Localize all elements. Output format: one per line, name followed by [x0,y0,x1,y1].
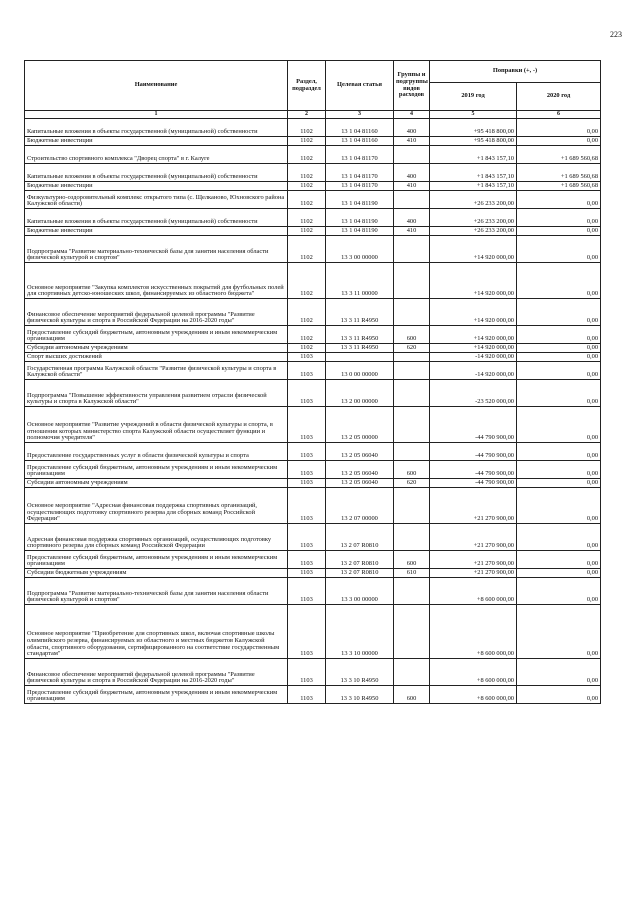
row-name: Основное мероприятие "Закупка комплектов искусственных покрытий для футбольных полей для спортивных детско-юношеских школ, финансируемых из областного бюджета" [25,263,288,299]
row-name: Государственная программа Калужской области "Развитие физической культуры и спорта в Калужской области" [25,362,288,380]
row-name: Финансовое обеспечение мероприятий федеральной целевой программы "Развитие физической культуры и спорта в Российской Федерации на 2016-2020 годы" [25,299,288,326]
row-target: 13 1 04 81190 [326,191,394,209]
row-amount-2019: -44 790 900,00 [430,443,517,461]
row-section: 1102 [288,146,326,164]
row-target: 13 1 04 81170 [326,164,394,182]
row-group: 620 [394,344,430,353]
table-row [25,551,601,569]
row-target: 13 3 10 R4950 [326,686,394,704]
column-number: 4 [394,111,430,119]
table-row [25,659,601,686]
row-target: 13 3 11 00000 [326,263,394,299]
row-name: Подпрограмма "Повышение эффективности управления развитием отрасли физической культуры и спорта в Калужской области" [25,380,288,407]
row-group [394,488,430,524]
row-name: Предоставление субсидий бюджетным, автономным учреждениям и иным некоммерческим организациям [25,686,288,704]
table-row [25,191,601,209]
row-section: 1103 [288,605,326,659]
row-name: Субсидии автономным учреждениям [25,344,288,353]
row-amount-2019: +21 270 900,00 [430,524,517,551]
table-row [25,299,601,326]
row-amount-2019: -44 790 900,00 [430,407,517,443]
row-section: 1103 [288,659,326,686]
row-section: 1103 [288,443,326,461]
row-amount-2020: +1 689 560,68 [517,146,601,164]
row-section: 1103 [288,488,326,524]
table-row [25,443,601,461]
row-amount-2019: +21 270 900,00 [430,551,517,569]
row-amount-2019: -23 520 000,00 [430,380,517,407]
row-section: 1103 [288,551,326,569]
row-target: 13 2 05 06040 [326,479,394,488]
row-amount-2019: +14 920 000,00 [430,299,517,326]
table-row [25,407,601,443]
row-name: Предоставление государственных услуг в области физической культуры и спорта [25,443,288,461]
row-amount-2020: 0,00 [517,299,601,326]
header-name: Наименование [25,61,288,111]
row-group [394,524,430,551]
row-target: 13 3 00 00000 [326,578,394,605]
row-target: 13 2 07 00000 [326,488,394,524]
row-amount-2020: 0,00 [517,263,601,299]
row-target: 13 3 00 00000 [326,236,394,263]
row-amount-2019: +14 920 000,00 [430,236,517,263]
page-number: 223 [610,30,622,39]
row-amount-2019: +1 843 157,10 [430,146,517,164]
row-amount-2019: +26 233 200,00 [430,191,517,209]
table-row [25,353,601,362]
row-section: 1102 [288,182,326,191]
column-number: 1 [25,111,288,119]
row-section: 1103 [288,407,326,443]
row-name: Основное мероприятие "Развитие учреждений в области физической культуры и спорта, в отношении которых министерство спорта Калужской области осуществляет функции и полномочия учредителя" [25,407,288,443]
row-name: Капитальные вложения в объекты государственной (муниципальной) собственности [25,164,288,182]
row-name: Бюджетные инвестиции [25,182,288,191]
row-amount-2019: +8 600 000,00 [430,578,517,605]
row-amount-2020: 0,00 [517,686,601,704]
budget-amendments-table [24,60,601,704]
row-name: Капитальные вложения в объекты государственной (муниципальной) собственности [25,209,288,227]
table-row [25,686,601,704]
row-amount-2019: +14 920 000,00 [430,263,517,299]
row-section: 1103 [288,479,326,488]
table-row [25,236,601,263]
row-amount-2020: 0,00 [517,362,601,380]
row-amount-2019: -14 920 000,00 [430,362,517,380]
row-target: 13 2 05 06040 [326,461,394,479]
row-group [394,191,430,209]
row-group [394,353,430,362]
row-amount-2020: 0,00 [517,443,601,461]
row-section: 1103 [288,578,326,605]
row-section: 1102 [288,119,326,137]
column-number: 6 [517,111,601,119]
table-row [25,137,601,146]
row-name: Финансовое обеспечение мероприятий федеральной целевой программы "Развитие физической культуры и спорта в Российской Федерации на 2016-2020 годы" [25,659,288,686]
row-amount-2020: 0,00 [517,137,601,146]
row-target: 13 2 07 R0810 [326,551,394,569]
header-section: Раздел, подраздел [288,61,326,111]
row-group: 400 [394,209,430,227]
row-amount-2020: 0,00 [517,380,601,407]
row-amount-2020: 0,00 [517,119,601,137]
row-name: Подпрограмма "Развитие материально-технической базы для занятия населения области физической культурой и спортом" [25,236,288,263]
row-group: 600 [394,326,430,344]
table-row [25,146,601,164]
table-row [25,479,601,488]
header-year-2020: 2020 год [517,83,601,111]
row-group: 400 [394,119,430,137]
row-amount-2020: 0,00 [517,605,601,659]
row-amount-2019: +21 270 900,00 [430,569,517,578]
row-name: Подпрограмма "Развитие материально-технической базы для занятия населения области физической культурой и спортом" [25,578,288,605]
table-row [25,164,601,182]
row-name: Капитальные вложения в объекты государственной (муниципальной) собственности [25,119,288,137]
row-section: 1102 [288,326,326,344]
row-group: 600 [394,551,430,569]
row-amount-2020: 0,00 [517,326,601,344]
row-group: 610 [394,569,430,578]
row-target: 13 2 05 06040 [326,443,394,461]
row-amount-2020: 0,00 [517,407,601,443]
row-name: Спорт высших достижений [25,353,288,362]
row-target: 13 2 05 00000 [326,407,394,443]
row-section: 1103 [288,524,326,551]
row-target: 13 1 04 81170 [326,182,394,191]
row-group [394,236,430,263]
row-amount-2020: 0,00 [517,524,601,551]
row-amount-2020: 0,00 [517,344,601,353]
row-section: 1102 [288,209,326,227]
row-section: 1102 [288,227,326,236]
row-amount-2019: +8 600 000,00 [430,686,517,704]
table-row [25,326,601,344]
row-target [326,353,394,362]
header-target: Целевая статья [326,61,394,111]
row-amount-2019: +95 418 800,00 [430,119,517,137]
row-section: 1103 [288,380,326,407]
row-group: 620 [394,479,430,488]
row-section: 1103 [288,353,326,362]
row-group: 600 [394,461,430,479]
row-amount-2020: 0,00 [517,227,601,236]
row-group [394,407,430,443]
row-amount-2019: +1 843 157,10 [430,182,517,191]
row-name: Строительство спортивного комплекса "Дворец спорта" в г. Калуге [25,146,288,164]
row-amount-2019: +14 920 000,00 [430,326,517,344]
row-target: 13 3 11 R4950 [326,299,394,326]
row-group [394,380,430,407]
row-target: 13 1 04 81190 [326,227,394,236]
row-section: 1102 [288,299,326,326]
table-row [25,524,601,551]
table-row [25,578,601,605]
table-row [25,119,601,137]
row-section: 1103 [288,362,326,380]
row-group: 410 [394,182,430,191]
row-group [394,362,430,380]
column-number: 2 [288,111,326,119]
header-group: Группы и подгруппы видов расходов [394,61,430,111]
column-number: 5 [430,111,517,119]
row-amount-2019: +95 418 800,00 [430,137,517,146]
row-amount-2020: +1 689 560,68 [517,164,601,182]
table-header [25,61,601,119]
row-name: Субсидии автономным учреждениям [25,479,288,488]
table-row [25,263,601,299]
row-name: Физкультурно-оздоровительный комплекс открытого типа (с. Щелканово, Юхновского района Калужской области) [25,191,288,209]
row-amount-2020: 0,00 [517,461,601,479]
row-group [394,659,430,686]
row-section: 1102 [288,137,326,146]
row-amount-2019: +8 600 000,00 [430,605,517,659]
row-amount-2019: +1 843 157,10 [430,164,517,182]
row-amount-2020: 0,00 [517,569,601,578]
header-amendments: Поправки (+, -) [430,61,601,83]
row-group [394,299,430,326]
row-amount-2020: 0,00 [517,353,601,362]
row-group [394,263,430,299]
row-name: Основное мероприятие "Приобретение для спортивных школ, включая спортивные школы олимпийского резерва, финансируемых из областного и местных бюджетов Калужской области, спортивного оборудования, сертифицированного на соответствие государственным стандартам" [25,605,288,659]
row-target: 13 0 00 00000 [326,362,394,380]
row-target: 13 3 10 00000 [326,605,394,659]
row-section: 1102 [288,164,326,182]
table-body [25,119,601,704]
table-row [25,362,601,380]
row-amount-2020: 0,00 [517,236,601,263]
table-row [25,488,601,524]
column-numbers-row [25,111,601,119]
table-row [25,380,601,407]
row-target: 13 1 04 81160 [326,119,394,137]
row-target: 13 2 07 R0810 [326,524,394,551]
row-target: 13 1 04 81190 [326,209,394,227]
table-row [25,182,601,191]
row-section: 1102 [288,191,326,209]
row-amount-2019: -44 790 900,00 [430,479,517,488]
row-name: Предоставление субсидий бюджетным, автономным учреждениям и иным некоммерческим организациям [25,551,288,569]
row-amount-2020: 0,00 [517,659,601,686]
row-name: Бюджетные инвестиции [25,227,288,236]
table-row [25,227,601,236]
row-amount-2019: +21 270 900,00 [430,488,517,524]
row-group: 400 [394,164,430,182]
row-target: 13 1 04 81170 [326,146,394,164]
table-row [25,209,601,227]
row-group: 410 [394,227,430,236]
row-group [394,578,430,605]
row-amount-2020: 0,00 [517,488,601,524]
row-group [394,443,430,461]
row-name: Предоставление субсидий бюджетным, автономным учреждениям и иным некоммерческим организациям [25,326,288,344]
row-amount-2019: -44 790 900,00 [430,461,517,479]
row-section: 1103 [288,686,326,704]
row-section: 1103 [288,569,326,578]
row-amount-2020: 0,00 [517,479,601,488]
table-row [25,569,601,578]
row-name: Субсидии бюджетным учреждениям [25,569,288,578]
row-group [394,146,430,164]
row-amount-2020: 0,00 [517,578,601,605]
row-section: 1103 [288,461,326,479]
row-amount-2020: 0,00 [517,551,601,569]
row-name: Бюджетные инвестиции [25,137,288,146]
row-target: 13 3 10 R4950 [326,659,394,686]
row-section: 1102 [288,344,326,353]
row-amount-2020: 0,00 [517,191,601,209]
row-name: Основное мероприятие "Адресная финансовая поддержка спортивных организаций, осуществляющих подготовку спортивного резерва для сборных команд Российской Федерации" [25,488,288,524]
row-amount-2020: +1 689 560,68 [517,182,601,191]
row-group: 600 [394,686,430,704]
row-target: 13 3 11 R4950 [326,326,394,344]
row-target: 13 3 11 R4950 [326,344,394,353]
row-group [394,605,430,659]
row-group: 410 [394,137,430,146]
row-amount-2019: +26 233 200,00 [430,227,517,236]
row-amount-2019: +8 600 000,00 [430,659,517,686]
header-year-2019: 2019 год [430,83,517,111]
row-amount-2019: +14 920 000,00 [430,344,517,353]
row-amount-2019: -14 920 000,00 [430,353,517,362]
table-row [25,461,601,479]
row-target: 13 1 04 81160 [326,137,394,146]
row-section: 1102 [288,236,326,263]
row-amount-2020: 0,00 [517,209,601,227]
row-name: Предоставление субсидий бюджетным, автономным учреждениям и иным некоммерческим организациям [25,461,288,479]
table-row [25,605,601,659]
row-target: 13 2 07 R0810 [326,569,394,578]
row-amount-2019: +26 233 200,00 [430,209,517,227]
column-number: 3 [326,111,394,119]
row-name: Адресная финансовая поддержка спортивных организаций, осуществляющих подготовку спортивного резерва для сборных команд Российской Федерации [25,524,288,551]
row-target: 13 2 00 00000 [326,380,394,407]
table-row [25,344,601,353]
row-section: 1102 [288,263,326,299]
